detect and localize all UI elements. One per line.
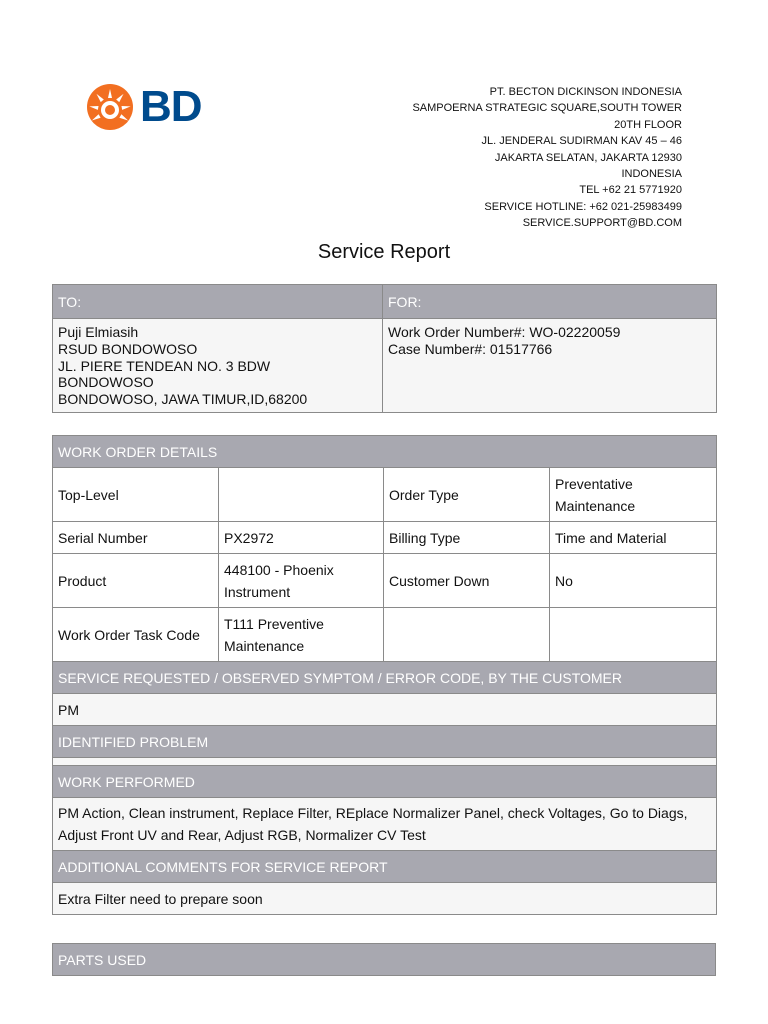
bd-sun-icon bbox=[86, 83, 134, 131]
table-cell bbox=[384, 608, 550, 662]
table-cell: Order Type bbox=[384, 468, 550, 522]
table-cell bbox=[550, 608, 717, 662]
identified-problem-text bbox=[53, 758, 717, 766]
to-line: JL. PIERE TENDEAN NO. 3 BDW bbox=[58, 357, 271, 374]
work-order-number: Work Order Number#: WO-02220059 bbox=[388, 324, 621, 340]
work-performed-text: PM Action, Clean instrument, Replace Filter, REplace Normalizer Panel, check Voltages, Go to Diags, Adjust Front UV and Rear, Adjust RGB, Normalizer CV Test bbox=[53, 798, 717, 851]
to-line: BONDOWOSO, JAWA TIMUR,ID,68200 bbox=[58, 391, 308, 408]
table-cell: Customer Down bbox=[384, 554, 550, 608]
to-address bbox=[53, 319, 383, 413]
for-details bbox=[383, 319, 717, 413]
bd-logo bbox=[86, 83, 202, 131]
table-cell: Time and Material bbox=[550, 522, 717, 554]
address-line: 20TH FLOOR bbox=[614, 118, 682, 131]
parts-used-table bbox=[52, 943, 716, 976]
to-line: Puji Elmiasih bbox=[58, 324, 139, 340]
table-cell: Work Order Task Code bbox=[53, 608, 219, 662]
service-requested-text: PM bbox=[53, 694, 717, 726]
table-cell: 448100 - Phoenix Instrument bbox=[219, 554, 384, 608]
case-number: Case Number#: 01517766 bbox=[388, 340, 553, 357]
to-label: TO: bbox=[53, 285, 383, 319]
table-cell bbox=[219, 468, 384, 522]
address-line: JAKARTA SELATAN, JAKARTA 12930 bbox=[494, 151, 682, 164]
identified-problem-header: IDENTIFIED PROBLEM bbox=[53, 726, 717, 758]
company-address bbox=[322, 84, 682, 232]
to-for-table bbox=[52, 284, 717, 413]
address-line: INDONESIA bbox=[621, 168, 682, 181]
bd-logo-text: BD bbox=[140, 82, 202, 131]
table-cell: Top-Level bbox=[53, 468, 219, 522]
table-cell: Preventative Maintenance bbox=[550, 468, 717, 522]
to-line: RSUD BONDOWOSO bbox=[58, 340, 198, 357]
table-cell: No bbox=[550, 554, 717, 608]
service-requested-header: SERVICE REQUESTED / OBSERVED SYMPTOM / ERROR CODE, BY THE CUSTOMER bbox=[53, 662, 717, 694]
additional-comments-header: ADDITIONAL COMMENTS FOR SERVICE REPORT bbox=[53, 851, 717, 883]
page-title: Service Report bbox=[317, 241, 451, 263]
address-line: TEL +62 21 5771920 bbox=[579, 184, 682, 197]
table-cell: T111 Preventive Maintenance bbox=[219, 608, 384, 662]
to-line: BONDOWOSO bbox=[58, 374, 154, 391]
work-order-details-table bbox=[52, 435, 717, 915]
address-line: SERVICE HOTLINE: +62 021-25983499 bbox=[484, 200, 682, 213]
work-performed-header: WORK PERFORMED bbox=[53, 766, 717, 798]
address-line: SAMPOERNA STRATEGIC SQUARE,SOUTH TOWER bbox=[412, 102, 682, 115]
work-order-details-header: WORK ORDER DETAILS bbox=[53, 436, 717, 468]
table-cell: Product bbox=[53, 554, 219, 608]
address-line: JL. JENDERAL SUDIRMAN KAV 45 – 46 bbox=[481, 135, 682, 148]
address-line: SERVICE.SUPPORT@BD.COM bbox=[522, 217, 682, 230]
address-line: PT. BECTON DICKINSON INDONESIA bbox=[489, 86, 682, 98]
table-cell: Serial Number bbox=[53, 522, 219, 554]
parts-used-header: PARTS USED bbox=[53, 944, 716, 976]
table-cell: PX2972 bbox=[219, 522, 384, 554]
table-cell: Billing Type bbox=[384, 522, 550, 554]
for-label: FOR: bbox=[383, 285, 717, 319]
additional-comments-text: Extra Filter need to prepare soon bbox=[53, 883, 717, 915]
